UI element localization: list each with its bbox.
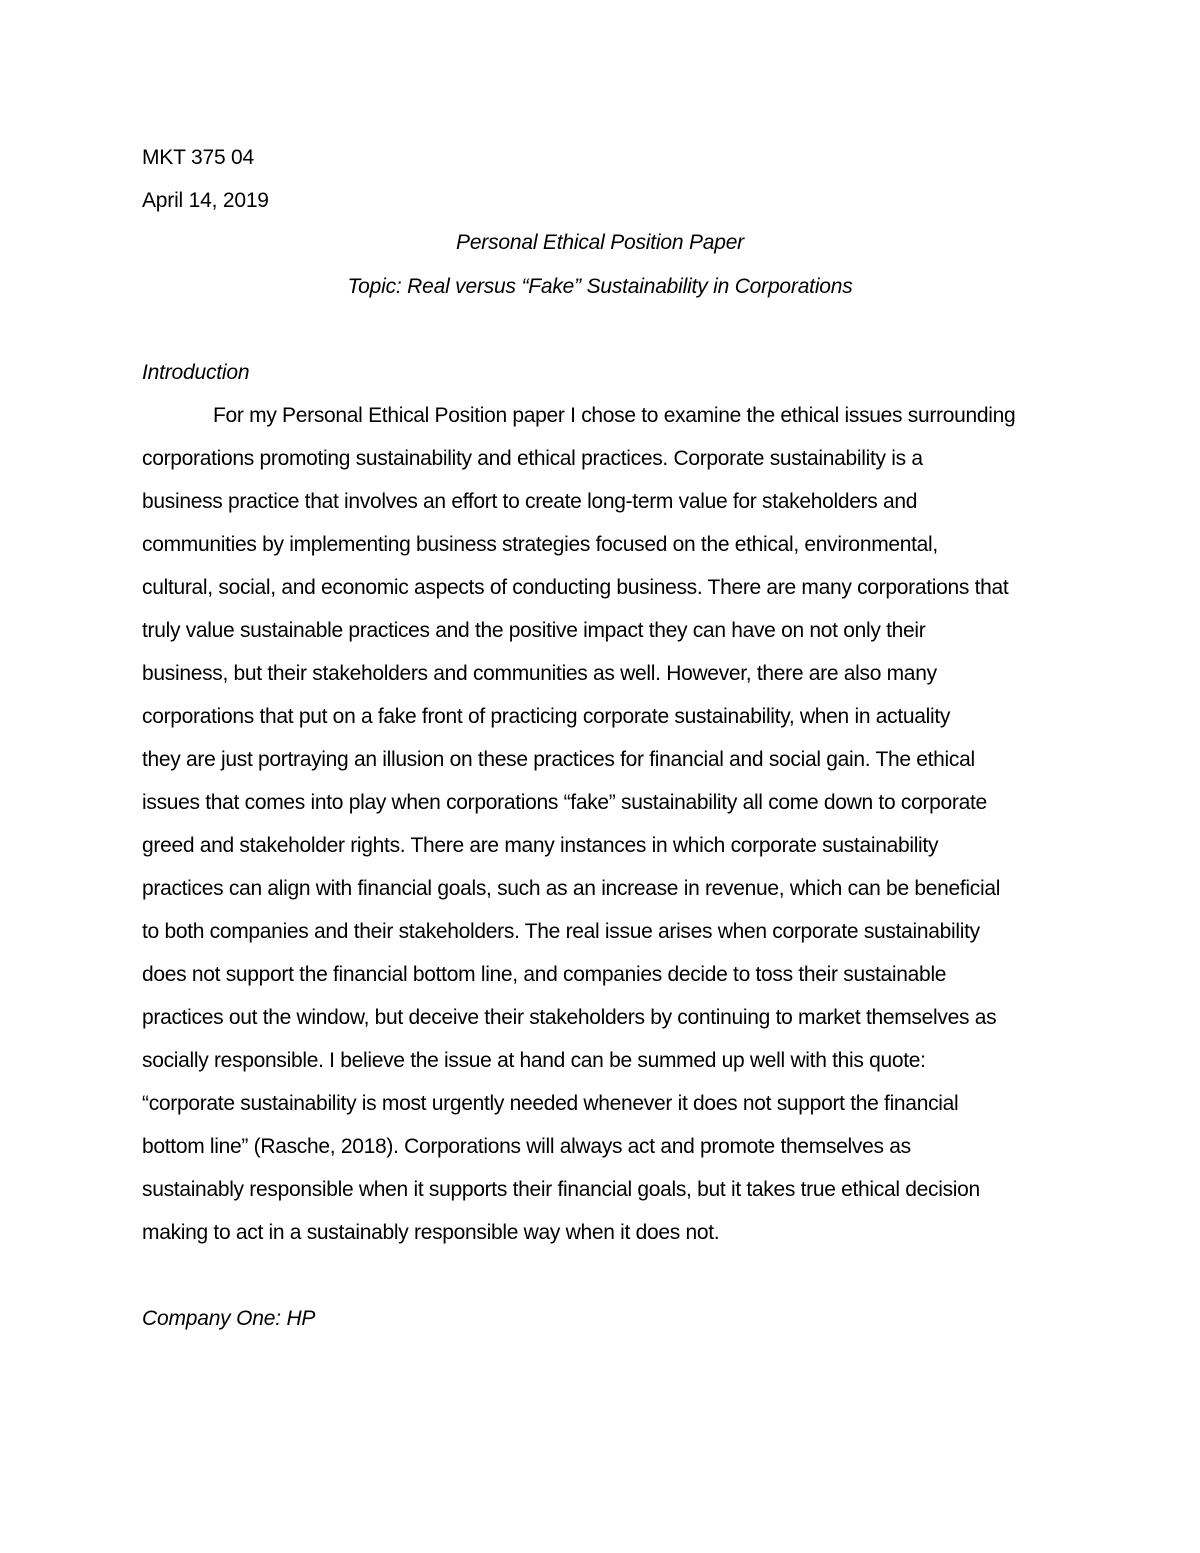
paragraph-line: For my Personal Ethical Position paper I chose to examine the ethical issues surrounding: [213, 404, 1016, 427]
paragraph-line: sustainably responsible when it supports their financial goals, but it takes true ethical decision: [142, 1178, 980, 1201]
paper-title: Personal Ethical Position Paper: [456, 231, 744, 254]
paragraph-line: greed and stakeholder rights. There are many instances in which corporate sustainability: [142, 834, 939, 857]
paragraph-line: they are just portraying an illusion on these practices for financial and social gain. The ethical: [142, 748, 975, 771]
course-code: MKT 375 04: [142, 146, 255, 169]
paragraph-line: cultural, social, and economic aspects of conducting business. There are many corporations that: [142, 576, 1009, 599]
paragraph-line: issues that comes into play when corporations “fake” sustainability all come down to corporate: [142, 791, 987, 814]
paragraph-line: does not support the financial bottom line, and companies decide to toss their sustainable: [142, 963, 947, 986]
paper-topic: Topic: Real versus “Fake” Sustainability in Corporations: [347, 275, 853, 298]
paper-date: April 14, 2019: [142, 189, 269, 212]
introduction-heading: Introduction: [142, 361, 250, 384]
company-one-heading: Company One: HP: [142, 1307, 316, 1330]
paragraph-line: socially responsible. I believe the issue at hand can be summed up well with this quote:: [142, 1049, 926, 1072]
paragraph-line: to both companies and their stakeholders. The real issue arises when corporate sustainability: [142, 920, 980, 943]
paragraph-line: making to act in a sustainably responsible way when it does not.: [142, 1221, 720, 1244]
paragraph-line: corporations promoting sustainability and ethical practices. Corporate sustainability is a: [142, 447, 923, 470]
paragraph-line: truly value sustainable practices and the positive impact they can have on not only their: [142, 619, 926, 642]
paragraph-line: corporations that put on a fake front of practicing corporate sustainability, when in actuality: [142, 705, 951, 728]
paragraph-line: “corporate sustainability is most urgently needed whenever it does not support the financial: [142, 1092, 959, 1115]
paragraph-line: business, but their stakeholders and communities as well. However, there are also many: [142, 662, 937, 685]
paragraph-line: bottom line” (Rasche, 2018). Corporations will always act and promote themselves as: [142, 1135, 911, 1158]
paragraph-line: practices can align with financial goals, such as an increase in revenue, which can be beneficial: [142, 877, 1001, 900]
paragraph-line: business practice that involves an effort to create long-term value for stakeholders and: [142, 490, 918, 513]
paragraph-line: practices out the window, but deceive their stakeholders by continuing to market themselves as: [142, 1006, 997, 1029]
paragraph-line: communities by implementing business strategies focused on the ethical, environmental,: [142, 533, 938, 556]
